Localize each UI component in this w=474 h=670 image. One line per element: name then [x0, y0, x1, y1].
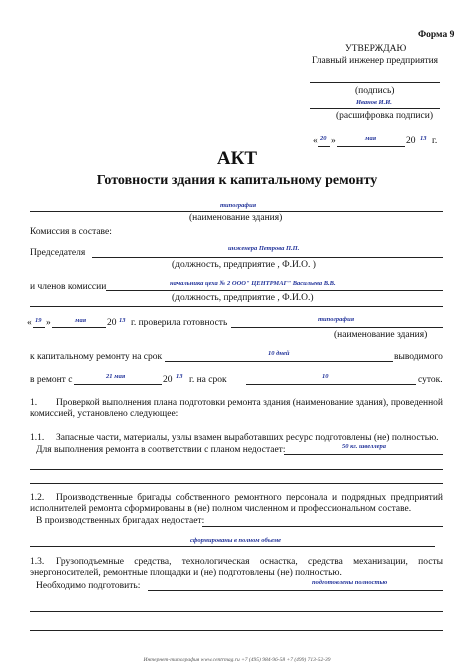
repair-year-prefix: 20 [163, 375, 173, 385]
section11-line-3 [30, 483, 443, 484]
chairman-line [92, 257, 443, 258]
repair-term-line [246, 384, 416, 385]
section11-shortage-line [284, 454, 443, 455]
section13-need-value: подготовлены полностью [312, 579, 388, 586]
repair-start-date: 21 мая [106, 373, 126, 380]
term-suffix: выводимого [394, 352, 443, 362]
approve-date-close-quote: » [331, 136, 336, 146]
signature-line [310, 82, 440, 83]
section11-shortage-value: 50 кг. швеллера [342, 443, 387, 450]
approver-name-line [310, 108, 440, 109]
section11-shortage-label: Для выполнения ремонта в соответствии с планом недостает: [36, 445, 286, 455]
building-caption: (наименование здания) [189, 213, 283, 223]
section11-text: Запасные части, материалы, узлы взамен выработавших ресурс подготовлены (не) полностью. [56, 433, 439, 443]
term-label: к капитальному ремонту на срок [30, 352, 163, 362]
repair-term: 10 [322, 373, 329, 380]
building-name: типография [220, 202, 257, 209]
document-subtitle: Готовности здания к капитальному ремонту [96, 173, 378, 188]
chairman-caption: (должность, предприятие , Ф.И.О. ) [172, 260, 316, 270]
check-date-year-suffix: 13 [119, 317, 126, 324]
members-caption: (должность, предприятие , Ф.И.О.) [172, 293, 314, 303]
chairman-name: инженера Петрова П.П. [228, 245, 300, 252]
section13-need-line [148, 590, 443, 591]
section12-text: Производственные бригады собственного ремонтного персонала и подрядных предприятий исполнителей ремонта сформированы в (не) полном численном и профессиональном составе. [30, 493, 443, 514]
building-line [30, 211, 443, 212]
check-date-open-quote: « [27, 318, 32, 328]
section12-shortage-label: В производственных бригадах недостает: [36, 516, 205, 526]
section1-text: Проверкой выполнения плана подготовки ремонта здания (наименование здания), проведенной комиссией, установлено следующее: [30, 398, 443, 419]
check-date-year-prefix: 20 [107, 318, 117, 328]
approve-date-open-quote: « [313, 136, 318, 146]
approve-date-day-line [318, 146, 330, 147]
section11-line-2 [30, 469, 443, 470]
repair-start-date-line [74, 384, 162, 385]
approve-date-month-line [337, 146, 405, 147]
check-date-day-line [33, 327, 45, 328]
chairman-label: Председателя [30, 248, 86, 258]
members-line-2 [30, 306, 443, 307]
signature-caption: (подпись) [355, 86, 395, 96]
check-date-close-quote: » [46, 318, 51, 328]
members-line [106, 290, 443, 291]
check-date-month-line [52, 327, 106, 328]
footer-text: Интернет-типография www.centrmag.ru +7 (495) 984-96-58 +7 (499) 713-52-39 [143, 657, 331, 663]
approve-title: УТВЕРЖДАЮ [345, 44, 407, 54]
section13-need-label: Необходимо подготовить: [36, 581, 141, 591]
section13-line-2 [30, 611, 443, 612]
members-names: начальника цеха № 2 ООО" ЦЕНТРМАГ" Васильева В.В. [170, 280, 336, 287]
section12-shortage-value: сформированы в полном объеме [190, 537, 282, 544]
check-date-day: 19 [35, 317, 42, 324]
repair-suffix: суток. [418, 375, 443, 385]
check-building-name: типография [318, 316, 355, 323]
form-number: Форма 9 [418, 30, 455, 40]
section1-number: 1. [30, 398, 38, 408]
approve-date-year-unit: г. [432, 136, 438, 146]
repair-mid: г. на срок [189, 375, 227, 385]
section13-number: 1.3. [30, 557, 45, 567]
document-title: АКТ [216, 148, 258, 169]
approve-date-month: мая [365, 135, 377, 142]
term-line [165, 361, 393, 362]
approver-name-caption: (расшифровка подписи) [336, 111, 433, 121]
section12-number: 1.2. [30, 493, 45, 503]
section12-shortage-line [202, 526, 443, 527]
check-building-line [231, 327, 443, 328]
repair-prefix: в ремонт с [30, 375, 73, 385]
commission-label: Комиссия в составе: [30, 227, 112, 237]
check-building-caption: (наименование здания) [334, 330, 428, 340]
term-value: 10 дней [268, 350, 290, 357]
approve-position: Главный инженер предприятия [312, 56, 439, 66]
repair-year-suffix: 13 [176, 373, 183, 380]
section12-line-2 [30, 546, 435, 547]
members-label: и членов комиссии [30, 282, 107, 292]
approve-date-day: 20 [320, 135, 327, 142]
section11-number: 1.1. [30, 433, 45, 443]
approve-date-year-prefix: 20 [406, 136, 416, 146]
check-date-month: мая [75, 317, 87, 324]
section13-text: Грузоподъемные средства, технологическая оснастка, средства механизации, посты энергоносителей, ремонтные площадки и (не) подготовлены (не) полностью. [30, 557, 443, 578]
approver-name: Иванов И.И. [356, 99, 392, 106]
approve-date-year-suffix: 13 [420, 135, 427, 142]
check-text: г. проверила готовность [131, 318, 228, 328]
section13-line-3 [30, 630, 443, 631]
